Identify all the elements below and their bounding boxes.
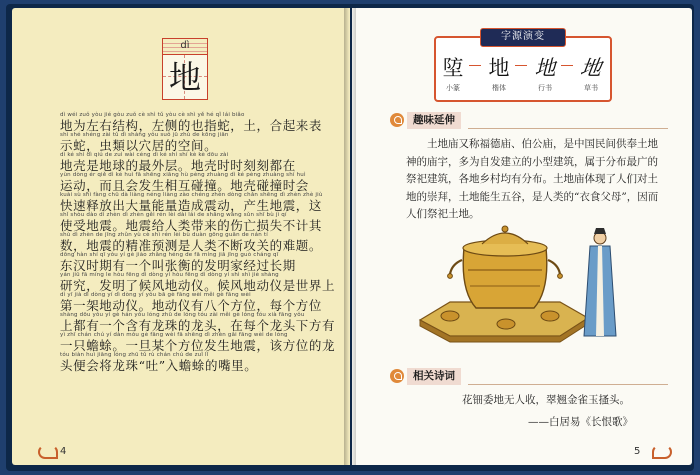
- section-header-poem: [390, 368, 670, 386]
- hanzi-line: 地为左右结构，左侧的也指蛇，土，合起来表: [60, 118, 323, 133]
- open-book: [6, 4, 694, 471]
- text-line: [60, 292, 328, 312]
- glyph-label: 行书: [538, 84, 552, 92]
- body-paragraph: [60, 252, 336, 373]
- hanzi-line: 示蛇，虫類以穴居的空间。: [60, 138, 218, 153]
- section-header-story: [390, 112, 670, 130]
- glyph-label: 小篆: [446, 84, 460, 92]
- pinyin-line: shàng dōu yǒu yí gè hán yǒu lóng zhū de lóng tóu zài měi gè lóng tóu xià fāng yǒu: [60, 312, 305, 318]
- pinyin-line: shǐ shòu dào dì zhèn dì zhèn gěi rén lèi dài lái de shāng wáng sǔn shī bù jì qí: [60, 212, 287, 218]
- body-paragraph: [60, 112, 328, 152]
- poem-attribution: ——白居易《长恨歌》: [528, 416, 633, 428]
- evolution-title: 字源演变: [480, 28, 566, 47]
- page-number-right: 5: [634, 446, 641, 457]
- pinyin-line: dōng hàn shí qī yǒu yí gè jiào zhāng héng de fā míng jiā jīng guò cháng qī: [60, 252, 279, 258]
- hanzi-line: 第一架地动仪。地动仪有八个方位，每个方位: [60, 298, 323, 313]
- pinyin-line: yùn dòng ér qiě dì ké huì fā shēng xiāng hù pèng zhuàng dì ké pèng zhuàng shí huì: [60, 172, 306, 178]
- body-paragraph: [60, 152, 328, 252]
- pinyin-line: yán jiū fā míng le hòu fēng dì dòng yí hòu fēng dì dòng yí shì shì jiè shàng: [60, 272, 279, 278]
- story-text: 土地庙又称福德庙、伯公庙，是中国民间供奉土地神的庙宇，多为自发建立的小型建筑，属于分布最广的祭祀建筑，各地乡村均有分布。土地庙体现了人们对土地的崇拜，土地能生五谷，是人类的“衣食父母”，因而人们祭祀土地。: [406, 138, 659, 220]
- right-page: [352, 8, 692, 465]
- leaf-icon: [390, 369, 404, 383]
- pinyin-line: dì ké shì dì qiú de zuì wài céng dì ké shí shí kè kè dōu zài: [60, 152, 229, 158]
- text-line: [60, 312, 336, 333]
- hanzi-line: 快速释放出大量能量造成震动，产生地震，这: [60, 198, 323, 213]
- pinyin-line: dì yī jià dì dòng yí dì dòng yí yǒu bā gè fāng wèi měi gè fāng wèi: [60, 292, 251, 298]
- text-line: [60, 152, 328, 172]
- pinyin-line: shì shé shéng zài tǔ dì shàng yǒu suǒ jū zhù de kōng jiān: [60, 132, 229, 138]
- hanzi-line: 数，地震的精准预测是人类不断攻关的难题。: [60, 238, 323, 253]
- leaf-icon: [390, 113, 404, 127]
- text-line: [60, 172, 328, 192]
- section-label: 趣味延伸: [407, 112, 461, 129]
- pinyin-grid: [162, 38, 208, 55]
- pinyin-line: tóu biàn huì jiāng lóng zhū tǔ rù chán chú de zuǐ lǐ: [60, 352, 209, 358]
- char-evolution-box: [434, 31, 612, 102]
- glyph-running: 地: [534, 56, 556, 80]
- story-paragraph: [406, 136, 668, 224]
- hanzi-line: 东汉时期有一个叫张衡的发明家经过长期: [60, 258, 296, 273]
- page-number-left: 4: [60, 446, 67, 457]
- text-line: [60, 352, 328, 372]
- title-char-box: [162, 54, 208, 100]
- corner-swirl-icon: [38, 445, 58, 459]
- text-line: [60, 192, 328, 212]
- hanzi-line: 头便会将龙珠“吐”入蟾蜍的嘴里。: [60, 358, 258, 373]
- hanzi-line: 一只蟾蜍。一旦某个方位发生地震，该方位的龙: [60, 338, 336, 353]
- text-line: [60, 212, 328, 232]
- pinyin-line: dì wéi zuǒ yòu jié gòu zuǒ cè shì tǔ yòu cè shì yě hé qǐ lái biǎo: [60, 112, 245, 118]
- hanzi-line: 使受地震。地震给人类带来的伤亡损失不计其: [60, 218, 323, 233]
- poem-verse: 花钿委地无人收，翠翘金雀玉搔头。: [462, 394, 630, 406]
- body-text: [60, 112, 336, 373]
- text-line: [60, 112, 328, 132]
- glyph-seal: 埅: [442, 56, 464, 80]
- text-line: [60, 332, 336, 353]
- title-pinyin: dì: [180, 40, 190, 51]
- seismograph-illustration: [410, 220, 618, 344]
- glyph-label: 草书: [584, 84, 598, 92]
- pinyin-line: kuài sù shì fàng chū dà liàng néng liàng zào chéng zhèn dòng chǎn shēng dì zhèn zhè jiù: [60, 192, 323, 198]
- hanzi-line: 运动，而且会发生相互碰撞。地壳碰撞时会: [60, 178, 309, 193]
- text-line: [60, 132, 328, 152]
- hanzi-line: 研究，发明了候风地动仪。候风地动仪是世界上: [60, 278, 336, 293]
- pinyin-line: yì zhī chán chú yí dàn mǒu gè fāng wèi fā shēng dì zhèn gāi fāng wèi de lóng: [60, 332, 288, 338]
- corner-swirl-icon: [652, 445, 672, 459]
- text-line: [60, 252, 328, 272]
- glyph-cursive: 地: [578, 56, 604, 80]
- pinyin-line: shù dì zhèn de jīng zhǔn yù cè shì rén lèi bù duàn gōng guān de nán tí: [60, 232, 268, 238]
- text-line: [60, 232, 328, 252]
- glyph-label: 楷体: [492, 84, 506, 92]
- hanzi-line: 地壳是地球的最外层。地壳时时刻刻都在: [60, 158, 296, 173]
- text-line: [60, 272, 336, 293]
- glyph-regular: 地: [488, 56, 510, 80]
- left-page: [12, 8, 350, 465]
- section-label: 相关诗词: [407, 368, 461, 385]
- title-char: 地: [168, 58, 201, 96]
- hanzi-line: 上都有一个含有龙珠的龙头，在每个龙头下方有: [60, 318, 336, 333]
